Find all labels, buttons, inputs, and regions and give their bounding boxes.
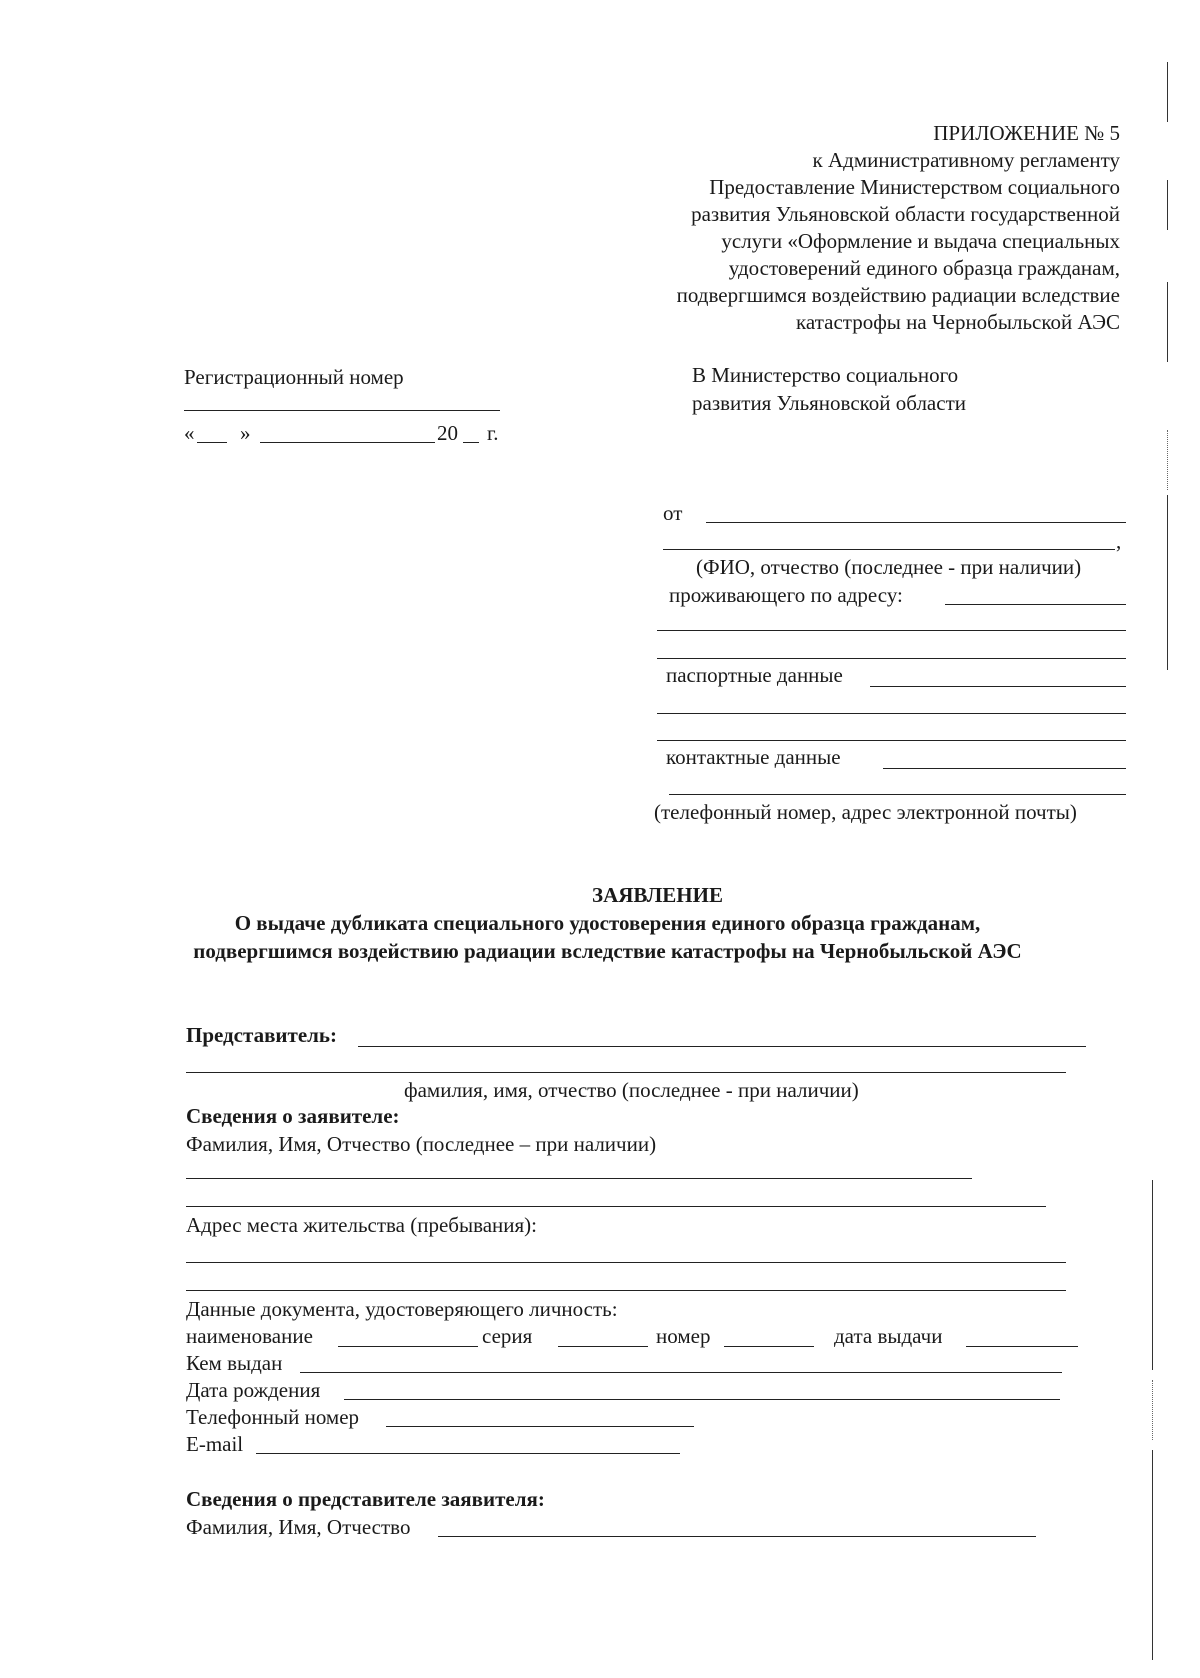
address-label: проживающего по адресу: <box>669 583 903 607</box>
contacts-field-2[interactable] <box>669 794 1126 795</box>
registration-label: Регистрационный номер <box>184 365 404 389</box>
from-label: от <box>663 501 683 525</box>
doc-name-field[interactable] <box>338 1346 478 1347</box>
date-year-suffix: г. <box>487 421 499 445</box>
passport-field-3[interactable] <box>657 740 1126 741</box>
phone-label: Телефонный номер <box>186 1405 360 1429</box>
doc-name-label: наименование <box>186 1324 313 1348</box>
doc-date-label: дата выдачи <box>834 1324 943 1348</box>
applicant-fio-label: Фамилия, Имя, Отчество (последнее – при наличии) <box>186 1132 657 1156</box>
recipient-line-1: В Министерство социального <box>692 363 959 387</box>
applicant-fio-field[interactable] <box>186 1178 972 1179</box>
applicant-fio-field-2[interactable] <box>186 1206 1046 1207</box>
statement-title: ЗАЯВЛЕНИЕ <box>592 883 723 907</box>
comma: , <box>1116 529 1122 553</box>
representative-field-2[interactable] <box>186 1072 1066 1073</box>
contacts-label: контактные данные <box>666 745 841 769</box>
rep-fio-field[interactable] <box>438 1536 1036 1537</box>
issued-by-field[interactable] <box>300 1372 1062 1373</box>
scan-margin-mark <box>1152 1180 1153 1370</box>
statement-subtitle-2: подвергшимся воздействию радиации вследствие катастрофы на Чернобыльской АЭС <box>193 939 1022 963</box>
address-field-3[interactable] <box>657 658 1126 659</box>
scan-margin-mark <box>1167 180 1168 230</box>
scan-margin-mark <box>1167 495 1168 670</box>
phone-field[interactable] <box>386 1426 694 1427</box>
date-day-field[interactable] <box>197 442 227 443</box>
scan-margin-mark <box>1167 62 1168 122</box>
date-year-field[interactable] <box>463 442 479 443</box>
rep-section-title: Сведения о представителе заявителя: <box>186 1487 545 1511</box>
date-year-prefix: 20 <box>437 421 458 445</box>
scan-margin-mark <box>1167 282 1168 362</box>
address-field-2[interactable] <box>657 630 1126 631</box>
id-document-label: Данные документа, удостоверяющего личность: <box>186 1297 618 1321</box>
date-open-quote: « <box>184 421 195 445</box>
representative-field[interactable] <box>358 1046 1086 1047</box>
header-line: катастрофы на Чернобыльской АЭС <box>796 310 1120 334</box>
address-residence-field-2[interactable] <box>186 1290 1066 1291</box>
recipient-line-2: развития Ульяновской области <box>692 391 966 415</box>
address-residence-field[interactable] <box>186 1262 1066 1263</box>
doc-number-field[interactable] <box>724 1346 814 1347</box>
header-line: подвергшимся воздействию радиации вследствие <box>676 283 1120 307</box>
email-field[interactable] <box>256 1453 680 1454</box>
passport-label: паспортные данные <box>666 663 843 687</box>
passport-field-2[interactable] <box>657 713 1126 714</box>
header-line: Предоставление Министерством социального <box>709 175 1120 199</box>
birth-date-field[interactable] <box>344 1399 1060 1400</box>
date-close-quote: » <box>240 421 251 445</box>
scan-margin-mark <box>1152 1380 1153 1440</box>
doc-number-label: номер <box>656 1324 711 1348</box>
statement-subtitle-1: О выдаче дубликата специального удостоверения единого образца гражданам, <box>234 911 981 935</box>
appendix-header <box>677 120 1120 336</box>
doc-series-label: серия <box>482 1324 533 1348</box>
registration-number-field[interactable] <box>184 410 500 411</box>
scan-margin-mark <box>1167 430 1168 490</box>
applicant-section-title: Сведения о заявителе: <box>186 1104 400 1128</box>
birth-date-label: Дата рождения <box>186 1378 321 1402</box>
scan-margin-mark <box>1152 1450 1153 1660</box>
from-name-field[interactable] <box>706 522 1126 523</box>
address-field[interactable] <box>945 604 1126 605</box>
date-month-field[interactable] <box>260 442 435 443</box>
header-line: услуги «Оформление и выдача специальных <box>721 229 1120 253</box>
rep-fio-label: Фамилия, Имя, Отчество <box>186 1515 411 1539</box>
contacts-field[interactable] <box>883 768 1126 769</box>
issued-by-label: Кем выдан <box>186 1351 283 1375</box>
header-line: развития Ульяновской области государственной <box>691 202 1120 226</box>
doc-series-field[interactable] <box>558 1346 648 1347</box>
from-name-field-2[interactable] <box>663 549 1115 550</box>
representative-label: Представитель: <box>186 1023 338 1047</box>
fio-hint: (ФИО, отчество (последнее - при наличии) <box>696 555 1082 579</box>
passport-field[interactable] <box>870 686 1126 687</box>
doc-date-field[interactable] <box>966 1346 1078 1347</box>
header-line: к Административному регламенту <box>812 148 1120 172</box>
header-line: удостоверений единого образца гражданам, <box>728 256 1120 280</box>
address-residence-label: Адрес места жительства (пребывания): <box>186 1213 538 1237</box>
appendix-title: ПРИЛОЖЕНИЕ № 5 <box>933 121 1120 145</box>
representative-hint: фамилия, имя, отчество (последнее - при наличии) <box>404 1078 859 1102</box>
contacts-hint: (телефонный номер, адрес электронной почты) <box>654 800 1077 824</box>
email-label: E-mail <box>186 1432 244 1456</box>
